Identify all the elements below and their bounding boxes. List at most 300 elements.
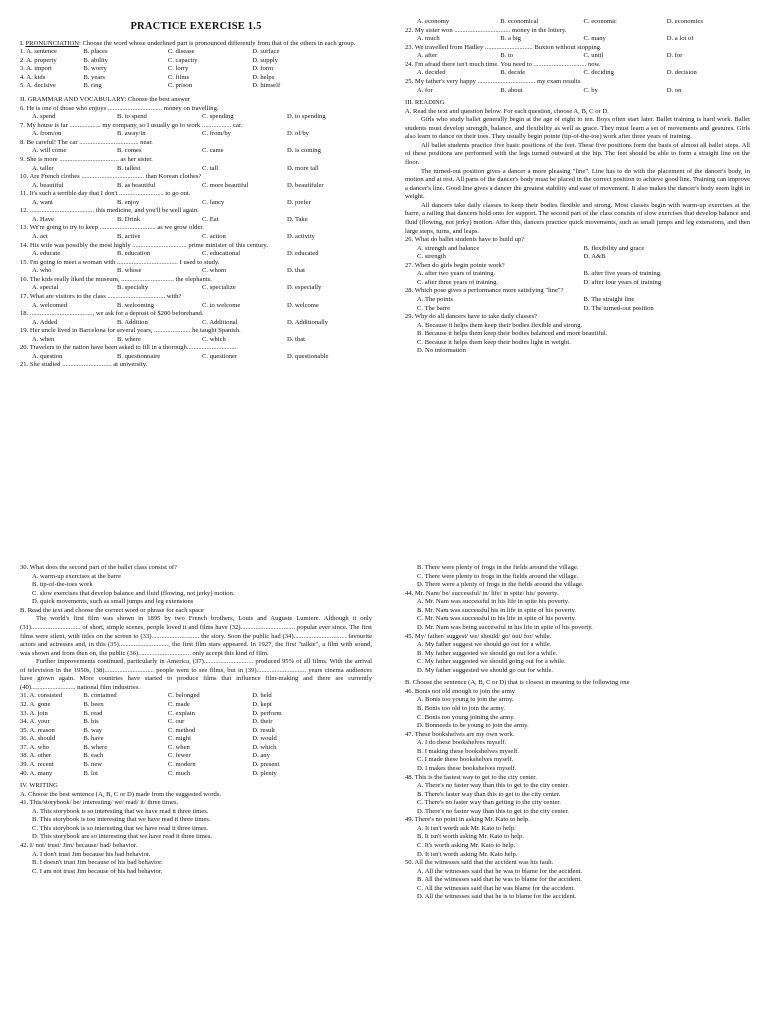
answer-option: B. worry [83, 65, 107, 73]
reading-paragraph: All ballet students practice five basic positions of the feet. These five positions form the basis of almost all ballet steps. All of these positions are performed with the legs turned outward at the hip. The feet should be able to form a straight line on the floor. [405, 141, 750, 166]
answer-option: B. comes [117, 147, 142, 155]
answer-option: D. to spending [287, 113, 326, 121]
answer-option: B. where [83, 743, 108, 751]
answer-option: C. modern [167, 760, 196, 768]
answer-option: D. welcome [287, 301, 319, 309]
answer-options [20, 336, 372, 345]
answer-option: D. plenty [252, 769, 277, 777]
answer-option: C. Additional [202, 318, 238, 326]
answer-option: B. Because it helps them keep their bodies balanced and more beautiful. [417, 330, 608, 338]
question-text: 29. Why do all dancers have to take daily classes? [405, 313, 538, 321]
question-text: 24. I'm afraid there isn't much time. You need to ................................ now. [405, 60, 601, 68]
question-text: 14. His wife was possibly the most highly ................................. prime minister of this century. [20, 241, 268, 249]
answer-option: C. There's no faster way than getting to the city center. [417, 799, 561, 807]
grammar-heading: II. GRAMMAR AND VOCABULARY: Choose the best answer [20, 96, 190, 104]
answer-option: C. My father suggested we should going out for a while. [417, 658, 566, 666]
answer-option: D. prefer [287, 198, 311, 206]
answer-option: B. new [83, 760, 103, 768]
question-text: 25. My father's very happy ................................... my exam results. [405, 77, 582, 85]
answer-option: A. Because it helps them keep their bodies flexible and strong. [417, 321, 583, 329]
answer-options [405, 782, 750, 816]
answer-option: D. My father suggested we should go out for while. [417, 666, 554, 674]
question-text: 28. Which pose gives a performance more satisfying "line"? [405, 287, 564, 295]
question-text: 8. Be careful! The car .................................... near. [20, 138, 153, 146]
cloze-options-row [20, 718, 372, 727]
answer-option: B. Mr. Nam was successful his in life in spite of his poverty. [417, 606, 577, 614]
answer-option: C. whom [202, 267, 227, 275]
answer-option: B. have [83, 735, 104, 743]
answer-option: D. Take [287, 215, 308, 223]
answer-option: C. Eat [202, 215, 219, 223]
answer-option: A. economy [417, 18, 450, 25]
answer-option: A. when [32, 335, 55, 343]
answer-options [20, 302, 372, 311]
question-text: 44. Mr. Nam/ be/ successful/ in/ life/ in spite/ his/ poverty. [405, 589, 559, 597]
answer-option: C. questioner [202, 352, 238, 360]
answer-option: C. spending [202, 113, 234, 121]
answer-option: C. after three years of training. [417, 278, 499, 286]
answer-option: A. I do these bookshelves myself. [417, 739, 507, 747]
answer-option: B. places [83, 48, 108, 56]
question-text: 41. This/storybook/ be/ interesting/ we/ read/ it/ three times. [20, 799, 179, 807]
answer-options [20, 267, 372, 276]
answer-option: C. lorry [167, 65, 189, 73]
answer-option: C. It's worth asking Mr. Kato to help. [417, 842, 516, 849]
answer-options [20, 130, 372, 139]
question-text: 42. I/ not/ trust/ Jim/ because/ bad/ behavior. [20, 842, 138, 849]
answer-option: B. to spend [117, 113, 147, 121]
answer-option: D. Bonneeds to be young to join the army. [417, 722, 529, 730]
answer-option: D. present [252, 760, 280, 768]
answer-option: A. who [32, 267, 52, 275]
answer-options [405, 696, 750, 730]
question-text: 7. My house is far ................... my company, so I usually go to work .................. car. [20, 121, 243, 129]
answer-option: B. years [83, 73, 105, 81]
answer-option: D. All the witnesses said that he is to blame for the accident. [417, 893, 577, 901]
answer-option: B. his [83, 718, 99, 726]
answer-option: B. There were plenty of frogs in the fields around the village. [417, 564, 579, 571]
grammar-items [20, 105, 372, 362]
cloze-options-row [20, 735, 372, 744]
answer-option: A. from/on [32, 130, 62, 138]
answer-options [20, 233, 372, 242]
answer-option: B. This storybook is too interesting that we have read it three times. [32, 816, 211, 824]
answer-option: B. Addition [117, 318, 148, 326]
pronunciation-row [20, 57, 372, 66]
answer-option: 31. A. consisted [20, 692, 63, 700]
answer-options [405, 868, 750, 902]
page-2 [0, 512, 768, 1024]
answer-option: C. Because it helps them keep their bodies light in weight. [417, 338, 571, 346]
question-text: 20. Travelers to the nation have been asked to fill in a thorough.............................. [20, 344, 237, 352]
answer-option: C. to welcome [202, 301, 241, 309]
answer-option: D. It isn't worth asking Mr. Kato help. [417, 850, 518, 858]
answer-option: D. activity [287, 233, 315, 241]
answer-option: 37. A. who [20, 743, 49, 751]
question-text: 17. What are visitors to the class ................................... with? [20, 292, 182, 300]
answer-option: D. A&B [583, 253, 606, 261]
answer-option: D. on [666, 86, 682, 94]
answer-option: B. My father suggested we should go out for a while. [417, 649, 558, 657]
answer-option: C. which [202, 335, 226, 343]
answer-option: A. Have [32, 215, 54, 223]
answer-option: B. where [117, 335, 141, 343]
answer-option: D. educated [287, 250, 319, 258]
answer-option: C. There were plenty to frogs in the fields around the village. [417, 572, 579, 580]
answer-option: B. tip-of-the-toes work [32, 581, 93, 589]
answer-option: C. much [167, 769, 191, 777]
answer-options [20, 319, 372, 328]
answer-option: C. fewer [167, 752, 191, 760]
answer-option: C. made [167, 701, 190, 708]
pronunciation-row [20, 74, 372, 83]
question-text: 46. Bonis not old enough to join the army. [405, 687, 517, 695]
answer-option: B. way [83, 726, 103, 734]
question-text: 11. It's such a terrible day that I don't ........................... to go out. [20, 190, 191, 198]
answer-option: A. I don't trust Jim because his bad behavior. [32, 850, 151, 858]
answer-options [405, 296, 750, 313]
section-heading: B. Choose the sentence (A, B, C or D) that is closest in meaning to the following one [405, 679, 630, 687]
question-text: 27. When do girls begin pointe work? [405, 261, 505, 269]
answer-option: A. All the witnesses said that he was to blame for the accident. [417, 867, 583, 875]
answer-option: C. when [167, 743, 190, 751]
question-text: 12. ....................................... this medicine, and you'll be well again. [20, 207, 199, 215]
answer-option: D. perform [252, 709, 282, 717]
answer-option: C. fancy [202, 198, 225, 206]
answer-option: A. warm-up exercises at the barre [32, 572, 121, 580]
answer-option: B. enjoy [117, 198, 140, 206]
answer-option: C. explain [167, 709, 195, 717]
question-text: 18. ......................................, we ask for a deposit of $200 beforehand. [20, 310, 204, 318]
answer-option: C. I made these bookshelves myself. [417, 756, 514, 764]
answer-options [405, 641, 750, 675]
answer-option: B. economical [500, 18, 539, 25]
answer-option: A. beautiful [32, 181, 64, 189]
answer-option: C. educational [202, 250, 241, 258]
answer-options [405, 564, 750, 590]
cloze-paragraph: Further improvements continued, particularly in America, (37).............................. produced 95% of all films. With the arrival of television in the 1950s, (38).............................. people went to see films, but in (39).............................. years cinema audiences have grown again. More countries have started to produce films that influence film-making and there are currently (40)........................... national film industries. [20, 658, 372, 691]
question-text: 30. What does the second part of the ballet class consist of? [20, 564, 177, 571]
answer-option: B. There's faster way than this to get to the city center. [417, 790, 561, 798]
answer-option: 34. A. your [20, 718, 50, 726]
question-text: 26. What do ballet students have to build up? [405, 236, 525, 244]
answer-option: B. away/in [117, 130, 146, 138]
answer-option: C. All the witnesses said that he was blame for the accident. [417, 884, 576, 892]
answer-option: B. welcoming [117, 301, 154, 309]
answer-options [20, 284, 372, 293]
answer-option: B. ring [83, 82, 102, 90]
page2-right-column [405, 564, 750, 1024]
answer-option: A. My father suggest we should go out for a while. [417, 641, 552, 649]
question-text: 22. My sister won .................................. money in the lottery. [405, 26, 567, 34]
answer-option: D. Additionally [287, 318, 329, 326]
answer-option: C. more beautiful [202, 181, 249, 189]
answer-option: C. This storybook is so interesting that we have read it three times. [32, 824, 209, 832]
answer-option: D. The turned-out position [583, 304, 654, 312]
answer-option: D. beautifuler [287, 181, 324, 189]
pronunciation-rows [20, 48, 372, 91]
pronunciation-section [20, 40, 372, 91]
answer-option: A. question [32, 352, 63, 360]
answer-option: 2. A. property [20, 56, 57, 64]
answer-options [405, 270, 750, 287]
answer-option: C. action [202, 233, 226, 241]
cloze-options-row [20, 701, 372, 710]
answer-option: C. strength [417, 253, 446, 261]
answer-option: A. Mr. Nam was successful in his life in spite his poverty. [417, 598, 570, 606]
answer-options [405, 52, 750, 61]
answer-option: B. Drink [117, 215, 141, 223]
answer-option: A. It isn't worth ask Mr. Kato to help. [417, 824, 516, 832]
reading-paragraph: All dancers take daily classes to keep their bodies flexible and strong. Most classes begin with warm-up exercises at the barre, a railing that dancers hold onto for support. The second part of the class consists of slow exercises that develop balance and fluid (flowing, not jerky) motion. After this, dancers practice quick movements, such as small jumps and leg extensions, and then large steps, turns, and leaps. [405, 201, 750, 235]
answer-option: D. would [252, 735, 277, 743]
question-text: 10. Are French clothes ...................................... than Korean clothes? [20, 173, 202, 181]
answer-option: D. form [252, 65, 274, 73]
question-text: 15. I'm going to meet a woman with ..................................... I used to study. [20, 258, 220, 266]
answer-option: D. held [252, 692, 272, 700]
answer-option: B. active [117, 233, 141, 241]
answer-option: D. questionable [287, 352, 329, 360]
cloze-options-row [20, 744, 372, 753]
answer-option: D. decision [666, 69, 697, 77]
answer-option: C. deciding [583, 69, 614, 77]
writing-instructions: A. Choose the best sentence (A, B, C or D) made from the suggested words. [20, 790, 222, 798]
answer-option: A. for [417, 86, 433, 94]
answer-option: C. economic [583, 18, 617, 25]
answer-option: B. It isn't worth asking Mr. Kato to help. [417, 833, 524, 841]
answer-option: D. that [287, 335, 305, 343]
question-text: 9. She is more .................................... as her sister. [20, 155, 153, 163]
cloze-options-row [20, 692, 372, 701]
pronunciation-row [20, 48, 372, 57]
answer-option: 38. A. other [20, 752, 52, 760]
answer-option: C. Mr. Nam was successful in his life in spite of his poverty. [417, 615, 577, 623]
pronunciation-row [20, 65, 372, 74]
answer-option: D. economics [666, 18, 704, 25]
answer-option: D. supply [252, 56, 278, 64]
answer-option: B. as beautiful [117, 181, 156, 189]
answer-option: C. many [583, 35, 606, 43]
answer-option: C. specialize [202, 284, 236, 292]
pronunciation-row [20, 82, 372, 91]
answer-option: A. This storybook is so interesting that we have read it three times. [32, 807, 209, 815]
answer-option: D. surface [252, 48, 280, 56]
cloze-options-row [20, 710, 372, 719]
answer-option: C. tall [202, 164, 219, 172]
answer-option: D. quick movements, such as small jumps and leg extensions [32, 598, 194, 606]
answer-options [20, 573, 372, 607]
answer-options [20, 182, 372, 191]
cloze-options-row [20, 727, 372, 736]
answer-option: B. Bonis too old to join the army. [417, 705, 506, 712]
answer-option: A. special [32, 284, 59, 292]
answer-option: D. There were a plenty of frogs in the fields around the village. [417, 581, 584, 589]
answer-option: 32. A. gone [20, 701, 51, 708]
answer-option: D. No information [417, 347, 466, 355]
answer-option: D. more tall [287, 164, 319, 172]
answer-option: A. after [417, 52, 438, 60]
cloze-paragraph: The world's first film was shown in 1895 by two French brothers, Louis and Auguste Lumiere. Although it only (31).............................. of short, simple scenes, people loved it and films have (32)................................. popular ever since. The first films were silent, with titles on the screen to (33)............................. the story. Soon the public had (34)................................ favourite actors and actresses and, in this (35).............................., the first film stars appeared. In 1927, the first "talkie", a film with sound, was shown and from then on, the public (36)................................ only accept this kind of film. [20, 615, 372, 657]
answer-option: C. disease [167, 48, 195, 56]
answer-option: A. spend [32, 113, 56, 121]
answer-option: B. flexibility and grace [583, 244, 645, 252]
answer-option: A. There's no faster way than this to get to the city center. [417, 782, 569, 790]
answer-option: 5. A. decisive [20, 82, 56, 90]
answer-option: B. tallest [117, 164, 141, 172]
question-text: 19. Her uncle lived in Barcelona for several years, ...................... he taught Spanish. [20, 327, 241, 335]
answer-option: B. specialty [117, 284, 149, 292]
answer-option: C. our [167, 718, 185, 726]
page1-right-column [405, 18, 750, 508]
answer-options [405, 825, 750, 859]
answer-option: D. There's no faster way than this to get to the city center. [417, 807, 569, 815]
answer-options [405, 18, 750, 27]
answer-option: A. strength and balance [417, 244, 480, 252]
answer-option: 36. A. should [20, 735, 56, 743]
answer-option: C. came [202, 147, 224, 155]
question-text: 23. We travelled from Hadley ............................. Buxton without stopping. [405, 43, 602, 51]
answer-option: B. whose [117, 267, 142, 275]
question-text: 16. The kids really liked the museum, ................................ the elephants. [20, 275, 212, 283]
answer-option: A. decided [417, 69, 446, 77]
answer-option: D. I makes these bookshelves myself. [417, 764, 517, 772]
answer-option: C. capacity [167, 56, 198, 64]
answer-option: D. This storybook are so interesting that we have read it three times. [32, 833, 213, 841]
answer-options [20, 165, 372, 174]
answer-option: A. want [32, 198, 53, 206]
answer-option: C. Bonis too young joining the army. [417, 713, 515, 721]
question-text: 47. These bookshelves are my own work. [405, 730, 515, 738]
answer-option: A. much [417, 35, 440, 43]
answer-option: D. their [252, 718, 273, 726]
answer-options [20, 808, 372, 842]
answer-option: D. which [252, 743, 277, 751]
question-text: 45. My/ father/ suggest/ we/ should/ go/ out/ for/ while. [405, 632, 552, 640]
answer-options [405, 322, 750, 356]
answer-option: B. after five years of training. [583, 270, 662, 278]
answer-option: D. a lot of [666, 35, 694, 43]
answer-option: A. Added [32, 318, 58, 326]
answer-option: 35. A. reason [20, 726, 55, 734]
reading-paragraph: Girls who study ballet generally begin at the age of eight to ten. Boys often start later. Ballet training is hard work. Ballet students must develop strength, balance, and flexibility as well as grace. They must learn a set of movements and gestures. Girls also learn to dance on their toes. They usually begin pointe (tip-of-the-toe) work after three years of training. [405, 116, 750, 141]
answer-options [20, 250, 372, 259]
answer-option: C. films [167, 73, 190, 81]
answer-option: B. I doesn't trust Jim because of his bad behavior. [32, 859, 163, 867]
answer-option: C. I am not trust Jim because of his bad behavior. [32, 867, 163, 875]
answer-option: B. a big [500, 35, 521, 43]
answer-option: A. The points [417, 296, 453, 303]
cloze-options-row [20, 770, 372, 779]
answer-options [405, 598, 750, 632]
question-text: 49. There's no point in asking Mr. Kato to help. [405, 816, 530, 824]
answer-options [20, 147, 372, 156]
answer-options [20, 113, 372, 122]
reading-instructions: A. Read the text and question below. For each question, choose A, B, C or D. [405, 107, 609, 115]
page1-left-column [20, 20, 372, 508]
answer-option: A. taller [32, 164, 54, 172]
answer-option: C. prison [167, 82, 193, 90]
cloze-options-row [20, 761, 372, 770]
answer-option: C. might [167, 735, 191, 743]
answer-option: B. ability [83, 56, 108, 64]
answer-option: A. educate [32, 250, 61, 258]
answer-option: A. Bonis too young to join the army. [417, 696, 514, 704]
answer-option: B. The straight line [583, 296, 635, 303]
answer-options [405, 87, 750, 96]
section-label: PRONUNCIATION [25, 39, 79, 47]
cloze-options-row [20, 752, 372, 761]
answer-options [20, 353, 372, 362]
answer-option: D. after four years of training [583, 278, 662, 286]
answer-option: A. act [32, 233, 48, 241]
writing-heading: IV. WRITING [20, 782, 58, 790]
page-title: PRACTICE EXERCISE 1.5 [130, 21, 262, 32]
answer-options [405, 245, 750, 262]
answer-option: D. kept [252, 701, 272, 708]
answer-option: B. questionnaire [117, 352, 161, 360]
answer-option: D. especially [287, 284, 322, 292]
answer-options [20, 199, 372, 208]
question-text: 48. This is the fastest way to get to the city center. [405, 773, 537, 781]
answer-option: B. contained [83, 692, 117, 700]
answer-option: C. until [583, 52, 604, 60]
answer-option: C. The barre [417, 304, 451, 312]
answer-option: B. I making these bookshelves myself. [417, 747, 520, 755]
answer-option: A. after two years of training. [417, 270, 496, 278]
answer-option: C. slow exercises that develop balance and fluid (flowing, not jerky) motion. [32, 589, 235, 597]
answer-option: B. education [117, 250, 151, 258]
question-21: 21. She studied .............................. at university. [20, 361, 148, 369]
answer-option: 3. A. import [20, 65, 52, 73]
answer-option: 40. A. many [20, 769, 53, 777]
grammar-section [20, 96, 372, 370]
answer-options [405, 35, 750, 44]
answer-option: C. from/by [202, 130, 231, 138]
answer-option: B. about [500, 86, 523, 94]
question-text: 50. All the witnesses said that the accident was his fault. [405, 859, 554, 867]
answer-option: B. each [83, 752, 104, 760]
answer-option: D. helps [252, 73, 275, 81]
answer-option: B. read [83, 709, 103, 717]
answer-option: C. method [167, 726, 196, 734]
answer-option: C. belonged [167, 692, 200, 700]
answer-option: D. Mr. Nam was being successful in his life in spite of his poverty. [417, 623, 593, 631]
answer-option: D. for [666, 52, 683, 60]
answer-option: D. of/by [287, 130, 309, 138]
answer-option: 1. A. sentence [20, 48, 57, 56]
answer-option: 33. A. join [20, 709, 48, 717]
section-number: I. [20, 39, 24, 47]
answer-option: D. is coming [287, 147, 321, 155]
question-text: 6. He is one of those who enjoys ................................. money on travelling. [20, 104, 219, 112]
section-instructions: : Choose the word whose underlined part is pronounced differently from that of the others in each group. [79, 39, 356, 47]
reading-heading: III. READING [405, 99, 445, 107]
answer-option: 4. A. kids [20, 73, 46, 81]
answer-option: D. that [287, 267, 305, 275]
page2-left-column [20, 564, 372, 1024]
cloze-heading: B. Read the text and choose the correct word or phrase for each space [20, 606, 204, 614]
answer-option: C. by [583, 86, 598, 94]
answer-option: A. will come [32, 147, 67, 155]
reading-paragraph: The turned-out position gives a dancer a more pleasing "line". Line has to do with the placement of the dancer's body, in motion and at rest. All parts of the dancer's body must be placed in the correct position to achieve good line. Training can improve a dancer's line. Good line gives a dancer the greatest stability and ease of movement. It also makes the dancer's body seem light in weight. [405, 167, 750, 201]
answer-option: B. to [500, 52, 514, 60]
answer-options [20, 851, 372, 877]
answer-option: D. himself [252, 82, 281, 90]
answer-option: B. All the witnesses said that he was to blame for the accident. [417, 876, 582, 884]
answer-option: 39. A. recent [20, 760, 54, 768]
answer-option: A. welcomed [32, 301, 68, 309]
answer-option: B. been [83, 701, 104, 708]
